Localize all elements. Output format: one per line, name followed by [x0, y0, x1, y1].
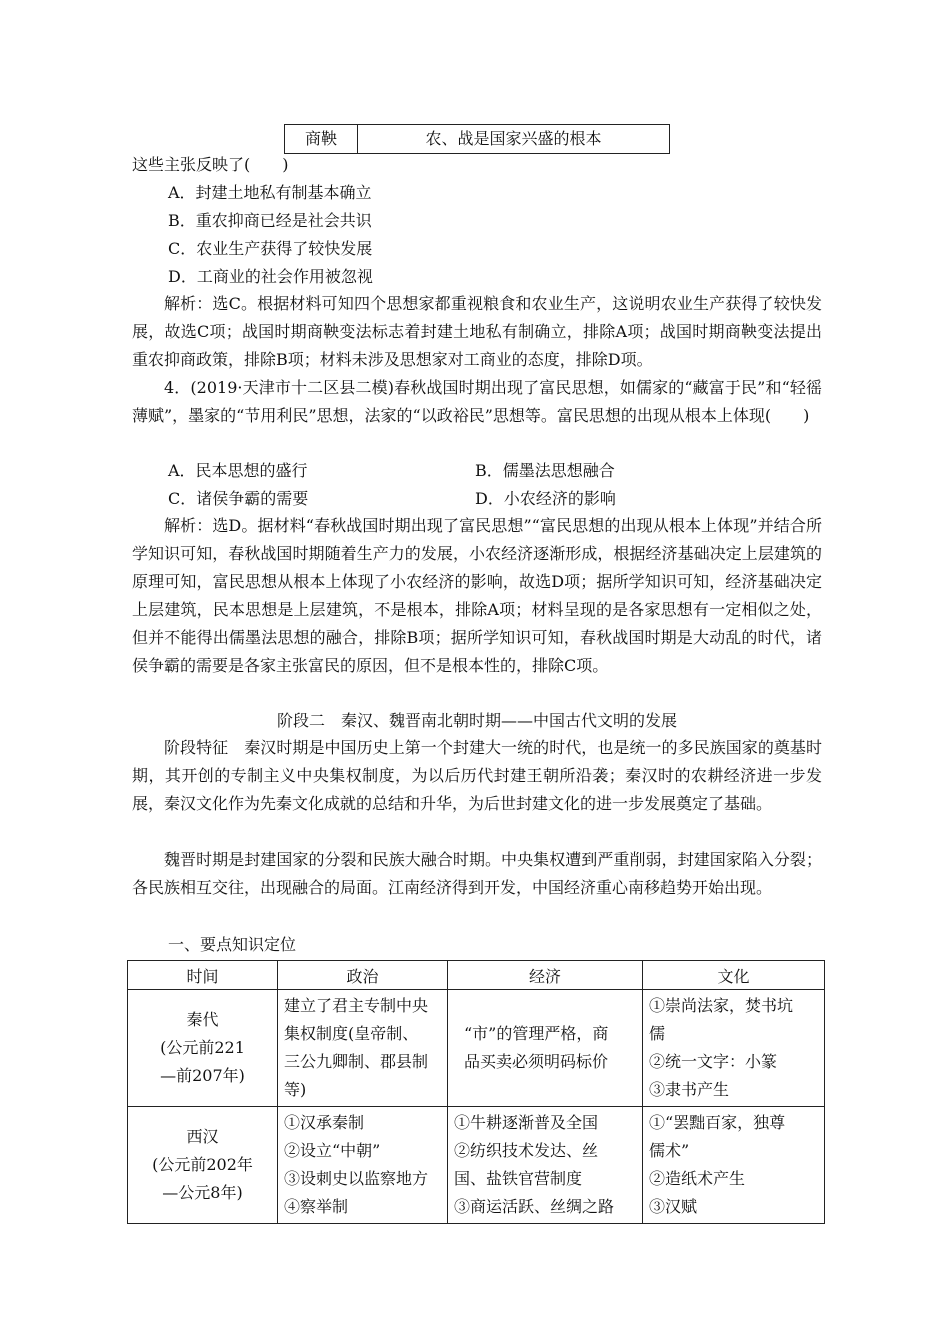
culture-text: ③汉赋 — [649, 1197, 698, 1216]
economy-cell — [448, 1107, 643, 1224]
culture-text: 儒术” — [649, 1141, 690, 1160]
table-header-row — [128, 961, 825, 990]
q3-analysis: 解析：选C。根据材料可知四个思想家都重视粮食和农业生产，这说明农业生产获得了较快发展，故选C项；战国时期商鞅变法标志着封建土地私有制确立，排除A项；战国时期商鞅变法提出重农抑商政策，排除B项；材料未涉及思想家对工商业的态度，排除D项。 — [132, 294, 822, 369]
header-culture: 文化 — [643, 961, 825, 990]
economy-text: ②纺织技术发达、丝 — [454, 1141, 599, 1160]
time-text: 秦代 — [186, 1010, 219, 1029]
time-cell — [128, 990, 278, 1107]
q3-option-a: A．封建土地私有制基本确立 — [168, 183, 372, 202]
time-text: (公元前221 — [160, 1038, 245, 1057]
header-politics: 政治 — [278, 961, 448, 990]
thinker-table — [284, 124, 670, 154]
stage2-features-paragraph-1: 阶段特征 秦汉时期是中国历史上第一个封建大一统的时代，也是统一的多民族国家的奠基时期，其开创的专制主义中央集权制度，为以后历代封建王朝所沿袭；秦汉时的农耕经济进一步发展，秦汉文化作为先秦文化成就的总结和升华，为后世封建文化的进一步发展奠定了基础。 — [132, 738, 822, 813]
economy-text: “市”的管理严格，商 — [464, 1024, 609, 1043]
economy-text: ③商运活跃、丝绸之路 — [454, 1197, 615, 1216]
politics-text: 三公九卿制、郡县制 — [284, 1052, 429, 1071]
culture-text: ③隶书产生 — [649, 1080, 730, 1099]
culture-cell — [643, 990, 825, 1107]
time-text: —公元8年) — [162, 1183, 243, 1202]
culture-text: ①崇尚法家，焚书坑 — [649, 996, 794, 1015]
q4-option-c: C．诸侯争霸的需要 — [168, 489, 309, 508]
q3-option-b: B．重农抑商已经是社会共识 — [168, 211, 372, 230]
economy-text: 品买卖必须明码标价 — [464, 1052, 609, 1071]
economy-text: ①牛耕逐渐普及全国 — [454, 1113, 599, 1132]
section-title: 一、要点知识定位 — [168, 935, 297, 954]
stage2-features-paragraph-2: 魏晋时期是封建国家的分裂和民族大融合时期。中央集权遭到严重削弱，封建国家陷入分裂；各民族相互交往，出现融合的局面。江南经济得到开发，中国经济重心南移趋势开始出现。 — [132, 850, 822, 897]
politics-text: 集权制度(皇帝制、 — [284, 1024, 419, 1043]
politics-cell — [278, 990, 448, 1107]
stage2-heading: 阶段二 秦汉、魏晋南北朝时期——中国古代文明的发展 — [276, 711, 677, 730]
culture-text: 儒 — [649, 1024, 666, 1043]
q4-stem: 4．(2019·天津市十二区县二模)春秋战国时期出现了富民思想，如儒家的“藏富于民”和“轻徭薄赋”，墨家的“节用利民”思想，法家的“以政裕民”思想等。富民思想的出现从根本上体现( ) — [132, 378, 822, 425]
q3-option-d: D．工商业的社会作用被忽视 — [168, 267, 373, 286]
culture-cell — [643, 1107, 825, 1224]
q4-analysis: 解析：选D。据材料“春秋战国时期出现了富民思想”“富民思想的出现从根本上体现”并结合所学知识可知，春秋战国时期随着生产力的发展，小农经济逐渐形成，根据经济基础决定上层建筑的原理可知，富民思想从根本上体现了小农经济的影响，故选D项；据所学知识可知，经济基础决定上层建筑，民本思想是上层建筑，不是根本，排除A项；材料呈现的是各家思想有一定相似之处，但并不能得出儒墨法思想的融合，排除B项；据所学知识可知，春秋战国时期是大动乱的时代，诸侯争霸的需要是各家主张富民的原因，但不是根本性的，排除C项。 — [132, 516, 822, 675]
q3-stem: 这些主张反映了( ) — [132, 155, 289, 174]
q4-option-b: B．儒墨法思想融合 — [475, 461, 615, 480]
culture-text: ①“罢黜百家，独尊 — [649, 1113, 786, 1132]
header-economy: 经济 — [448, 961, 643, 990]
time-cell — [128, 1107, 278, 1224]
politics-text: ①汉承秦制 — [284, 1113, 365, 1132]
culture-text: ②统一文字：小篆 — [649, 1052, 778, 1071]
table-row — [128, 1107, 825, 1224]
time-text: —前207年) — [160, 1066, 245, 1085]
economy-cell — [448, 990, 643, 1107]
politics-text: 建立了君主专制中央 — [284, 996, 429, 1015]
politics-cell — [278, 1107, 448, 1224]
politics-text: 等) — [284, 1080, 307, 1099]
time-text: (公元前202年 — [152, 1155, 253, 1174]
culture-text: ②造纸术产生 — [649, 1169, 746, 1188]
q4-option-d: D．小农经济的影响 — [475, 489, 616, 508]
politics-text: ②设立“中朝” — [284, 1141, 381, 1160]
politics-text: ③设刺史以监察地方 — [284, 1169, 429, 1188]
time-text: 西汉 — [186, 1127, 219, 1146]
knowledge-table — [127, 960, 825, 1224]
q4-option-a: A．民本思想的盛行 — [168, 461, 308, 480]
thinker-idea: 农、战是国家兴盛的根本 — [358, 125, 670, 154]
thinker-name: 商鞅 — [285, 125, 358, 154]
header-time: 时间 — [128, 961, 278, 990]
economy-text: 国、盐铁官营制度 — [454, 1169, 583, 1188]
politics-text: ④察举制 — [284, 1197, 349, 1216]
table-row — [128, 990, 825, 1107]
q3-option-c: C．农业生产获得了较快发展 — [168, 239, 373, 258]
table-row — [285, 125, 670, 154]
